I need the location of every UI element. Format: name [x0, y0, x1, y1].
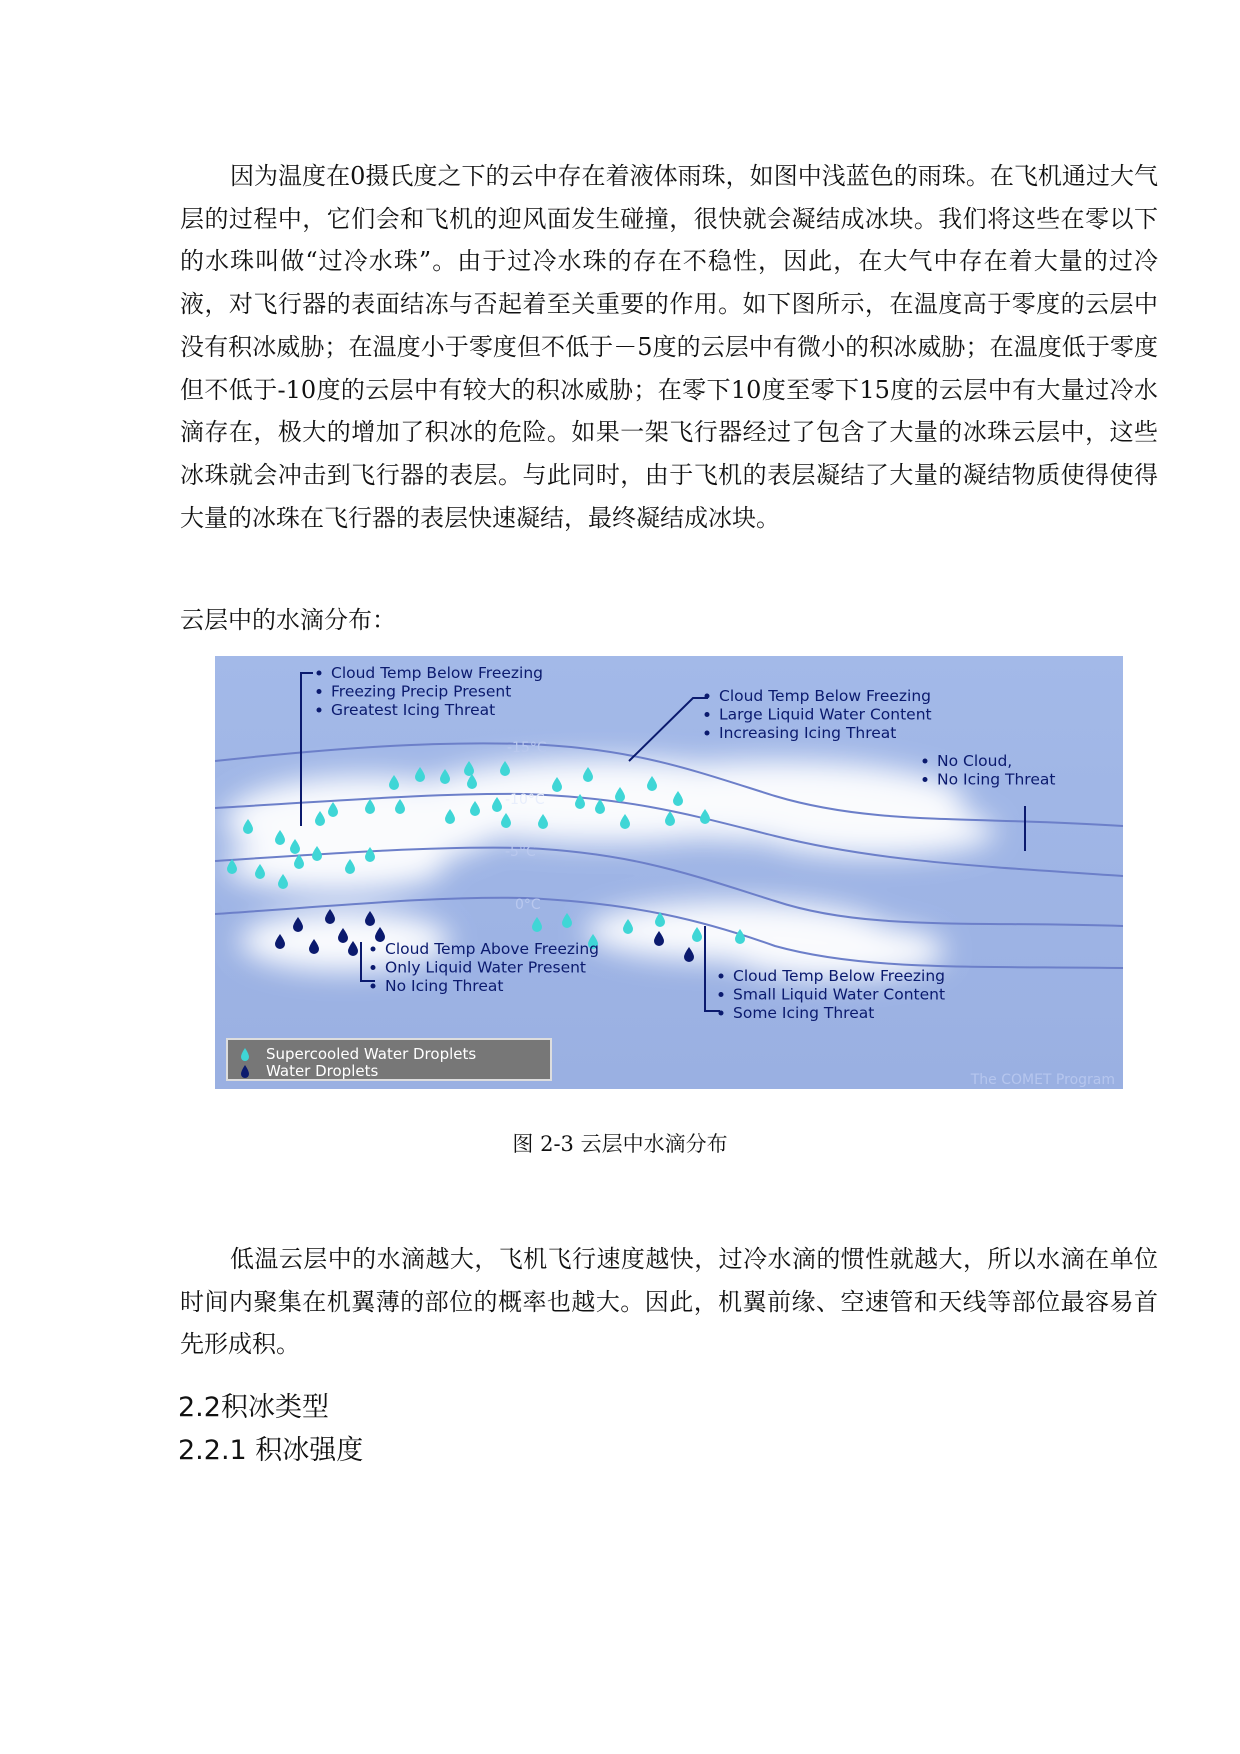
legend [227, 1039, 551, 1080]
isotherm-label: -10°C [505, 792, 545, 808]
bullet-icon [371, 965, 376, 970]
callout-text: Some Icing Threat [733, 1004, 875, 1022]
bullet-icon [719, 992, 724, 997]
body-paragraph-2: 低温云层中的水滴越大，飞机飞行速度越快，过冷水滴的惯性就越大，所以水滴在单位时间内聚集在机翼薄的部位的概率也越大。因此，机翼前缘、空速管和天线等部位最容易首先形成积。 [180, 1245, 1158, 1359]
bullet-icon [719, 974, 724, 979]
cloud-droplet-diagram [215, 656, 1123, 1089]
bullet-icon [705, 712, 710, 717]
callout-text: No Cloud, [937, 752, 1013, 770]
callout-text: Increasing Icing Threat [719, 724, 897, 742]
legend-supercooled: Supercooled Water Droplets [266, 1045, 477, 1063]
callout-text: Small Liquid Water Content [733, 985, 946, 1004]
section-heading-2-2-1: 2.2.1 积冰强度 [178, 1435, 364, 1466]
bullet-icon [923, 759, 928, 764]
bullet-icon [371, 947, 376, 952]
callout-text: No Icing Threat [385, 977, 504, 995]
figure-intro-label: 云层中的水滴分布： [180, 606, 396, 634]
figure-caption: 图 2-3 云层中水滴分布 [512, 1132, 728, 1156]
callout-text: Only Liquid Water Present [385, 958, 587, 977]
callout-text: Cloud Temp Below Freezing [331, 664, 543, 682]
legend-water: Water Droplets [266, 1062, 379, 1080]
isotherm-label: -15°C [507, 740, 547, 756]
callout-text: Cloud Temp Above Freezing [385, 940, 599, 958]
callout-text: Cloud Temp Below Freezing [719, 687, 931, 705]
bullet-icon [317, 708, 322, 713]
callout-text: No Icing Threat [937, 770, 1056, 789]
isotherm-label: -5°C [505, 844, 536, 860]
bullet-icon [923, 777, 928, 782]
callout-text: Large Liquid Water Content [719, 705, 932, 724]
bullet-icon [705, 694, 710, 699]
bullet-icon [317, 689, 322, 694]
callout-text: Greatest Icing Threat [331, 701, 496, 719]
bullet-icon [371, 984, 376, 989]
callout-text: Freezing Precip Present [331, 682, 512, 701]
isotherm-label: 0°C [515, 897, 541, 913]
bullet-icon [719, 1011, 724, 1016]
bullet-icon [705, 731, 710, 736]
body-paragraph-1: 因为温度在0摄氏度之下的云中存在着液体雨珠，如图中浅蓝色的雨珠。在飞机通过大气层的过程中，它们会和飞机的迎风面发生碰撞，很快就会凝结成冰块。我们将这些在零以下的水珠叫做“过冷水珠”。由于过冷水珠的存在不稳性，因此，在大气中存在着大量的过冷液，对飞行器的表面结冻与否起着至关重要的作用。如下图所示，在温度高于零度的云层中没有积冰威胁；在温度小于零度但不低于－5度的云层中有微小的积冰威胁；在温度低于零度但不低于-10度的云层中有较大的积冰威胁；在零下10度至零下15度的云层中有大量过冷水滴存在，极大的增加了积冰的危险。如果一架飞行器经过了包含了大量的冰珠云层中，这些冰珠就会冲击到飞行器的表层。与此同时，由于飞机的表层凝结了大量的凝结物质使得使得大量的冰珠在飞行器的表层快速凝结，最终凝结成冰块。 [180, 162, 1158, 532]
callout-text: Cloud Temp Below Freezing [733, 967, 945, 985]
watermark: The COMET Program [970, 1072, 1115, 1088]
section-heading-2-2: 2.2积冰类型 [178, 1392, 329, 1423]
bullet-icon [317, 671, 322, 676]
